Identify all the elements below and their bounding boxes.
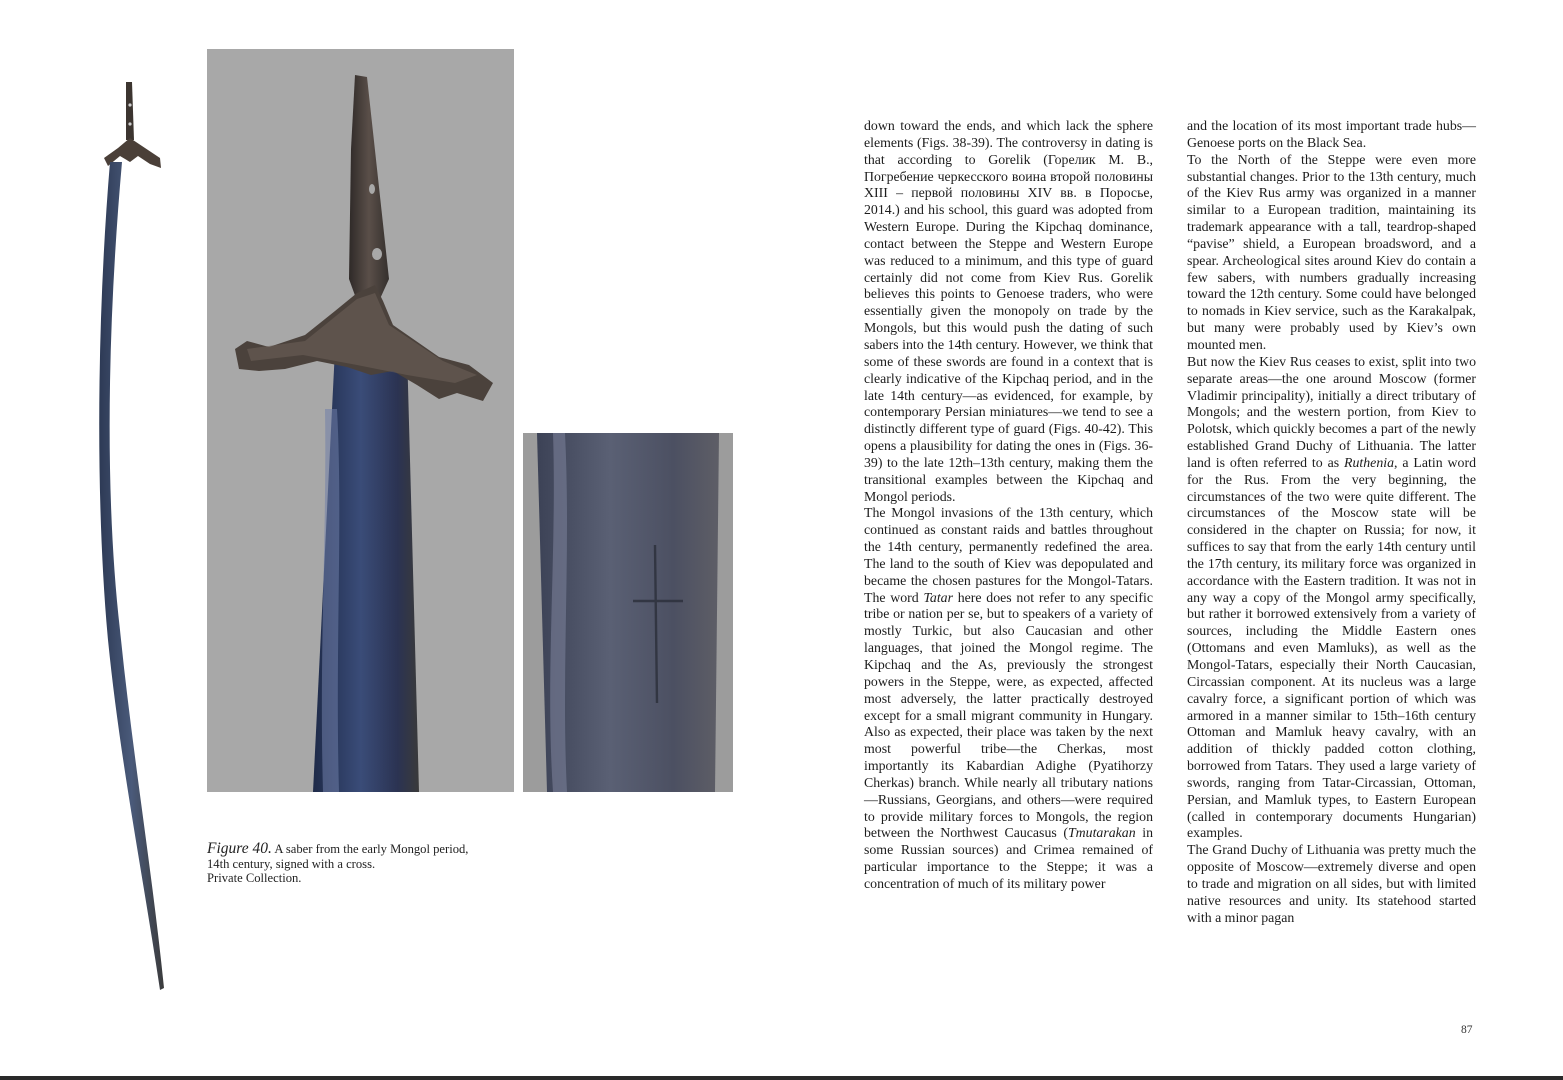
paragraph (1187, 118, 1476, 152)
caption-line: 14th century, signed with a cross. (207, 856, 376, 871)
italic-term: Ruthenia (1344, 454, 1395, 470)
paragraph (864, 505, 1153, 892)
text-run: down toward the ends, and which lack the sphere elements (Figs. 38-39). The controversy in dating is that according to Gorelik (Горелик М. В., Погребение черкесского воина второй половины XIII – первой половины XIV вв. в Поросье, 2014.) and his school, this guard was adopted from Western Europe. During the Kipchaq dominance, contact between the Steppe and Western Europe was reduced to a minimum, and this type of guard certainly did not come from Kiev Rus. Gorelik believes this points to Genoese traders, who were essentially given the monopoly on trade by the Mongols, but this would push the dating of such sabers into the 14th century. However, we think that some of these swords are found in a context that is clearly indicative of the Kipchaq period, and in the late 14th century—as evidenced, for example, by contemporary Persian miniatures—we tend to see a distinctly different type of guard (Figs. 40-42). This opens a plausibility for dating the ones in (Figs. 36-39) to the late 12th–13th century, making them the transitional examples between the Kipchaq and Mongol periods. (864, 118, 1153, 504)
paragraph (1187, 842, 1476, 926)
full-saber-photo (60, 70, 200, 1000)
blade-detail-photo (523, 433, 733, 792)
text-run: here does not refer to any specific tribe or nation per se, but to speakers of a variety of mostly Turkic, but also Caucasian and other languages, that joined the Mongol regime. The Kipchaq and the As, previously the strongest powers in the Steppe, were, as expected, affected most adversely, the latter practically destroyed except for a small migrant community in Hungary. Also as expected, their place was taken by the next most powerful tribe—the Cherkas, most importantly its Kabardian Adighe (Pyatihorzy Cherkas) branch. While nearly all tributary nations—Russians, Georgians, and others—were required to provide military forces to Mongols, the region between the Northwest Caucasus ( (864, 589, 1153, 841)
figure-label: Figure 40. (207, 840, 272, 857)
page-number: 87 (1461, 1024, 1473, 1036)
text-run: and the location of its most important trade hubs—Genoese ports on the Black Sea. (1187, 118, 1476, 150)
bottom-border (0, 1076, 1563, 1080)
blade-detail-illustration (523, 433, 733, 792)
text-column-left (864, 118, 1153, 893)
figure-caption (207, 842, 507, 886)
italic-term: Tatar (923, 589, 953, 605)
text-run: But now the Kiev Rus ceases to exist, split into two separate areas—the one around Moscow (former Vladimir principality), initially a direct tributary of Mongols; and the western portion, from Kiev to Polotsk, which quickly becomes a part of the newly established Grand Duchy of Lithuania. The latter land is often referred to as (1187, 353, 1476, 470)
full-saber-illustration (60, 70, 200, 1000)
text-run: To the North of the Steppe were even more substantial changes. Prior to the 13th century, much of the Kiev Rus army was organized in a manner similar to a European tradition, maintaining its trademark appearance with a tall, teardrop-shaped “pavise” shield, a European broadsword, and a spear. Archeological sites around Kiev do contain a few sabers, with numbers gradually increasing toward the 12th century. Some could have belonged to nomads in Kiev service, such as the Karakalpak, but many were probably used by Kiev’s own mounted men. (1187, 151, 1476, 352)
caption-line: Private Collection. (207, 871, 302, 886)
text-run: The Mongol invasions of the 13th century, which continued as constant raids and battles throughout the 14th century, permanently redefined the area. The land to the south of Kiev was depopulated and became the chosen pastures for the Mongol-Tatars. The word (864, 505, 1153, 605)
text-column-right (1187, 118, 1476, 927)
hilt-closeup-illustration (207, 49, 514, 792)
paragraph (1187, 152, 1476, 354)
paragraph (1187, 354, 1476, 842)
text-run: The Grand Duchy of Lithuania was pretty much the opposite of Moscow—extremely diverse and open to trade and migration on all sides, but with limited native resources and unity. Its statehood started with a minor pagan (1187, 842, 1476, 925)
text-run: in some Russian sources) and Crimea remained of particular importance to the Steppe; it was a concentration of much of its military power (864, 825, 1153, 891)
paragraph (864, 118, 1153, 505)
text-run: , a Latin word for the Rus. From the very beginning, the circumstances of the two were quite different. The circumstances of the Moscow state will be considered in the chapter on Russia; for now, it suffices to say that from the early 14th century until the 17th century, its military force was organized in accordance with the Eastern tradition. It was not in any way a copy of the Mongol army specifically, but rather it borrowed extensively from a variety of sources, including the Middle Eastern ones (Ottomans and even Mamluks), as well as the Mongol-Tatars, especially their North Caucasian, Circassian component. At its nucleus was a large cavalry force, a significant portion of which was armored in a manner similar to 15th–16th century Ottoman and Mamluk heavy cavalry, with an addition of thickly padded cotton clothing, borrowed from Tatars. They used a large variety of swords, ranging from Tatar-Circassian, Ottoman, Persian, and Mamluk types, to Eastern European (called in contemporary documents Hungarian) examples. (1187, 454, 1476, 841)
italic-term: Tmutarakan (1067, 825, 1136, 841)
caption-line: A saber from the early Mongol period, (274, 842, 469, 856)
hilt-closeup-photo (207, 49, 514, 792)
